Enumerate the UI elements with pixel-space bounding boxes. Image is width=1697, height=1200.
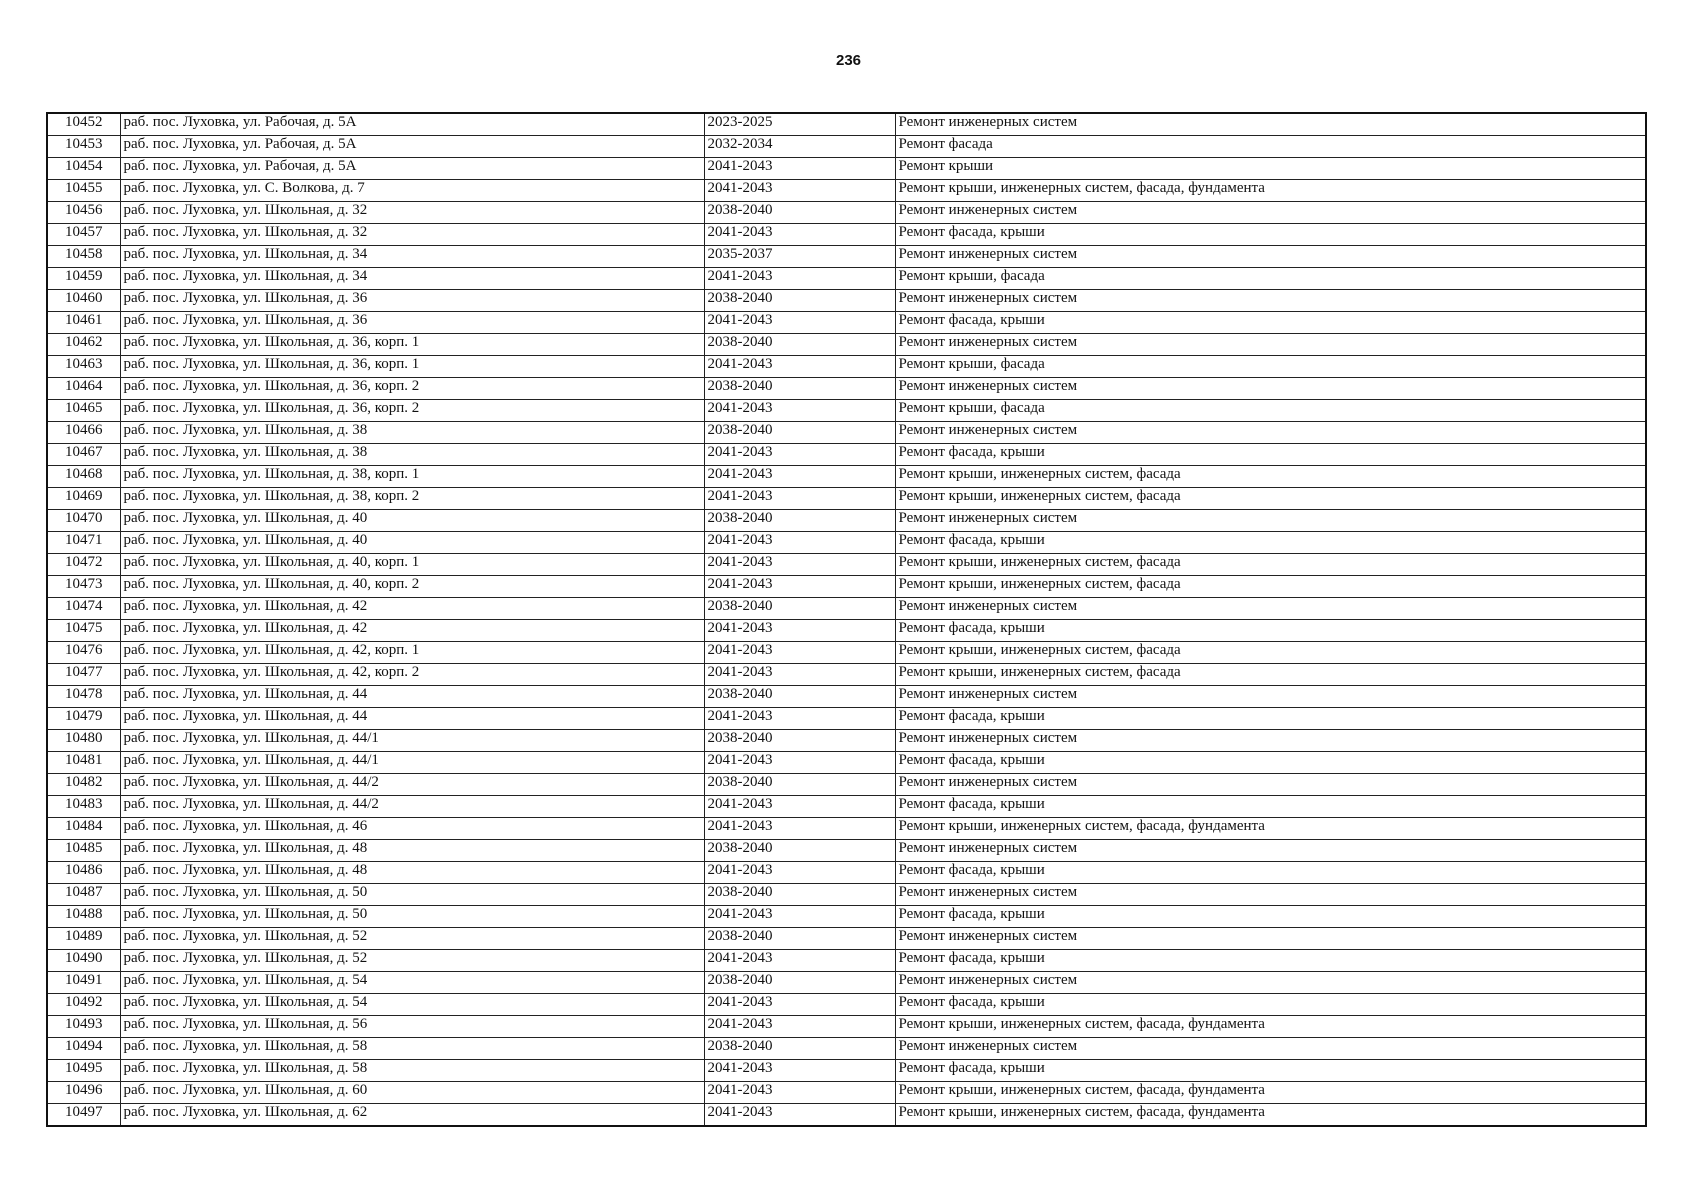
work-type-cell: Ремонт крыши, инженерных систем, фасада: [895, 576, 1646, 598]
page-number: 236: [835, 52, 862, 69]
period-cell: 2038-2040: [704, 422, 895, 444]
work-type-cell: Ремонт инженерных систем: [895, 840, 1646, 862]
period-cell: 2038-2040: [704, 290, 895, 312]
work-type-cell: Ремонт инженерных систем: [895, 1038, 1646, 1060]
address-cell: раб. пос. Луховка, ул. Школьная, д. 36: [120, 312, 704, 334]
row-number-cell: 10465: [47, 400, 120, 422]
row-number-cell: 10476: [47, 642, 120, 664]
table-row: [47, 290, 1646, 312]
work-type-cell: Ремонт крыши, инженерных систем, фасада: [895, 554, 1646, 576]
row-number-cell: 10487: [47, 884, 120, 906]
table-row: [47, 334, 1646, 356]
period-cell: 2041-2043: [704, 268, 895, 290]
work-type-cell: Ремонт инженерных систем: [895, 290, 1646, 312]
row-number-cell: 10496: [47, 1082, 120, 1104]
period-cell: 2041-2043: [704, 1060, 895, 1082]
table-row: [47, 752, 1646, 774]
work-type-cell: Ремонт фасада, крыши: [895, 994, 1646, 1016]
period-cell: 2038-2040: [704, 928, 895, 950]
table-row: [47, 444, 1646, 466]
row-number-cell: 10457: [47, 224, 120, 246]
row-number-cell: 10458: [47, 246, 120, 268]
period-cell: 2041-2043: [704, 664, 895, 686]
address-cell: раб. пос. Луховка, ул. Рабочая, д. 5А: [120, 136, 704, 158]
period-cell: 2041-2043: [704, 532, 895, 554]
table-row: [47, 1104, 1646, 1127]
row-number-cell: 10484: [47, 818, 120, 840]
row-number-cell: 10452: [47, 113, 120, 136]
table-row: [47, 906, 1646, 928]
address-cell: раб. пос. Луховка, ул. Рабочая, д. 5А: [120, 113, 704, 136]
work-type-cell: Ремонт крыши, инженерных систем, фасада, фундамента: [895, 180, 1646, 202]
row-number-cell: 10460: [47, 290, 120, 312]
table-row: [47, 1038, 1646, 1060]
row-number-cell: 10456: [47, 202, 120, 224]
table-row: [47, 950, 1646, 972]
address-cell: раб. пос. Луховка, ул. Школьная, д. 44/1: [120, 752, 704, 774]
row-number-cell: 10490: [47, 950, 120, 972]
work-type-cell: Ремонт крыши, инженерных систем, фасада: [895, 488, 1646, 510]
row-number-cell: 10453: [47, 136, 120, 158]
period-cell: 2041-2043: [704, 554, 895, 576]
table-row: [47, 774, 1646, 796]
work-type-cell: Ремонт инженерных систем: [895, 884, 1646, 906]
period-cell: 2041-2043: [704, 312, 895, 334]
period-cell: 2038-2040: [704, 202, 895, 224]
table-row: [47, 466, 1646, 488]
period-cell: 2041-2043: [704, 796, 895, 818]
row-number-cell: 10494: [47, 1038, 120, 1060]
address-cell: раб. пос. Луховка, ул. Школьная, д. 44/1: [120, 730, 704, 752]
work-type-cell: Ремонт инженерных систем: [895, 113, 1646, 136]
address-cell: раб. пос. Луховка, ул. Школьная, д. 50: [120, 884, 704, 906]
row-number-cell: 10493: [47, 1016, 120, 1038]
work-type-cell: Ремонт крыши, инженерных систем, фасада, фундамента: [895, 1016, 1646, 1038]
table-row: [47, 1016, 1646, 1038]
work-type-cell: Ремонт инженерных систем: [895, 246, 1646, 268]
row-number-cell: 10482: [47, 774, 120, 796]
address-cell: раб. пос. Луховка, ул. Школьная, д. 44/2: [120, 796, 704, 818]
table-row: [47, 620, 1646, 642]
work-type-cell: Ремонт фасада, крыши: [895, 532, 1646, 554]
row-number-cell: 10464: [47, 378, 120, 400]
period-cell: 2041-2043: [704, 708, 895, 730]
address-cell: раб. пос. Луховка, ул. Школьная, д. 46: [120, 818, 704, 840]
row-number-cell: 10497: [47, 1104, 120, 1127]
row-number-cell: 10486: [47, 862, 120, 884]
work-type-cell: Ремонт фасада: [895, 136, 1646, 158]
table-row: [47, 224, 1646, 246]
row-number-cell: 10471: [47, 532, 120, 554]
work-type-cell: Ремонт крыши, инженерных систем, фасада: [895, 642, 1646, 664]
table-row: [47, 510, 1646, 532]
work-type-cell: Ремонт фасада, крыши: [895, 752, 1646, 774]
period-cell: 2038-2040: [704, 730, 895, 752]
work-type-cell: Ремонт крыши, инженерных систем, фасада, фундамента: [895, 818, 1646, 840]
period-cell: 2041-2043: [704, 158, 895, 180]
table-row: [47, 642, 1646, 664]
table-row: [47, 972, 1646, 994]
period-cell: 2035-2037: [704, 246, 895, 268]
row-number-cell: 10459: [47, 268, 120, 290]
work-type-cell: Ремонт инженерных систем: [895, 928, 1646, 950]
row-number-cell: 10488: [47, 906, 120, 928]
period-cell: 2038-2040: [704, 972, 895, 994]
work-type-cell: Ремонт крыши, инженерных систем, фасада, фундамента: [895, 1082, 1646, 1104]
row-number-cell: 10475: [47, 620, 120, 642]
address-cell: раб. пос. Луховка, ул. Школьная, д. 42: [120, 620, 704, 642]
row-number-cell: 10483: [47, 796, 120, 818]
work-type-cell: Ремонт крыши, фасада: [895, 356, 1646, 378]
address-cell: раб. пос. Луховка, ул. Школьная, д. 34: [120, 246, 704, 268]
row-number-cell: 10454: [47, 158, 120, 180]
row-number-cell: 10477: [47, 664, 120, 686]
row-number-cell: 10478: [47, 686, 120, 708]
row-number-cell: 10472: [47, 554, 120, 576]
address-cell: раб. пос. Луховка, ул. Школьная, д. 44/2: [120, 774, 704, 796]
work-type-cell: Ремонт фасада, крыши: [895, 796, 1646, 818]
row-number-cell: 10461: [47, 312, 120, 334]
table-row: [47, 113, 1646, 136]
work-type-cell: Ремонт крыши, инженерных систем, фасада: [895, 664, 1646, 686]
address-cell: раб. пос. Луховка, ул. Школьная, д. 42, корп. 1: [120, 642, 704, 664]
period-cell: 2041-2043: [704, 642, 895, 664]
address-cell: раб. пос. Луховка, ул. Школьная, д. 38, корп. 2: [120, 488, 704, 510]
period-cell: 2041-2043: [704, 1016, 895, 1038]
period-cell: 2041-2043: [704, 1104, 895, 1127]
row-number-cell: 10479: [47, 708, 120, 730]
address-cell: раб. пос. Луховка, ул. Школьная, д. 36, корп. 1: [120, 334, 704, 356]
table-row: [47, 796, 1646, 818]
address-cell: раб. пос. Луховка, ул. Школьная, д. 58: [120, 1060, 704, 1082]
address-cell: раб. пос. Луховка, ул. Школьная, д. 34: [120, 268, 704, 290]
address-cell: раб. пос. Луховка, ул. Школьная, д. 60: [120, 1082, 704, 1104]
address-cell: раб. пос. Луховка, ул. Школьная, д. 36: [120, 290, 704, 312]
table-row: [47, 818, 1646, 840]
address-cell: раб. пос. Луховка, ул. Школьная, д. 40, корп. 1: [120, 554, 704, 576]
table-row: [47, 488, 1646, 510]
period-cell: 2041-2043: [704, 356, 895, 378]
row-number-cell: 10455: [47, 180, 120, 202]
table-row: [47, 532, 1646, 554]
address-cell: раб. пос. Луховка, ул. Школьная, д. 36, корп. 2: [120, 378, 704, 400]
address-cell: раб. пос. Луховка, ул. Школьная, д. 48: [120, 840, 704, 862]
work-type-cell: Ремонт фасада, крыши: [895, 444, 1646, 466]
table-row: [47, 576, 1646, 598]
address-cell: раб. пос. Луховка, ул. Школьная, д. 32: [120, 202, 704, 224]
period-cell: 2038-2040: [704, 1038, 895, 1060]
work-type-cell: Ремонт инженерных систем: [895, 510, 1646, 532]
work-type-cell: Ремонт фасада, крыши: [895, 906, 1646, 928]
row-number-cell: 10462: [47, 334, 120, 356]
address-cell: раб. пос. Луховка, ул. Школьная, д. 54: [120, 994, 704, 1016]
period-cell: 2041-2043: [704, 994, 895, 1016]
row-number-cell: 10489: [47, 928, 120, 950]
row-number-cell: 10470: [47, 510, 120, 532]
table-row: [47, 422, 1646, 444]
row-number-cell: 10467: [47, 444, 120, 466]
address-cell: раб. пос. Луховка, ул. Школьная, д. 40: [120, 532, 704, 554]
period-cell: 2038-2040: [704, 510, 895, 532]
work-type-cell: Ремонт фасада, крыши: [895, 620, 1646, 642]
row-number-cell: 10495: [47, 1060, 120, 1082]
period-cell: 2041-2043: [704, 818, 895, 840]
address-cell: раб. пос. Луховка, ул. Школьная, д. 52: [120, 950, 704, 972]
work-type-cell: Ремонт фасада, крыши: [895, 950, 1646, 972]
work-type-cell: Ремонт инженерных систем: [895, 686, 1646, 708]
address-cell: раб. пос. Луховка, ул. Школьная, д. 42: [120, 598, 704, 620]
work-type-cell: Ремонт инженерных систем: [895, 774, 1646, 796]
address-cell: раб. пос. Луховка, ул. Школьная, д. 40, корп. 2: [120, 576, 704, 598]
work-type-cell: Ремонт крыши: [895, 158, 1646, 180]
work-type-cell: Ремонт инженерных систем: [895, 422, 1646, 444]
address-cell: раб. пос. Луховка, ул. Рабочая, д. 5А: [120, 158, 704, 180]
table-row: [47, 180, 1646, 202]
period-cell: 2041-2043: [704, 180, 895, 202]
address-cell: раб. пос. Луховка, ул. Школьная, д. 44: [120, 708, 704, 730]
table-row: [47, 1060, 1646, 1082]
table-row: [47, 356, 1646, 378]
work-type-cell: Ремонт инженерных систем: [895, 378, 1646, 400]
period-cell: 2041-2043: [704, 466, 895, 488]
address-cell: раб. пос. Луховка, ул. Школьная, д. 36, корп. 2: [120, 400, 704, 422]
row-number-cell: 10485: [47, 840, 120, 862]
work-type-cell: Ремонт крыши, инженерных систем, фасада, фундамента: [895, 1104, 1646, 1127]
period-cell: 2023-2025: [704, 113, 895, 136]
address-cell: раб. пос. Луховка, ул. Школьная, д. 52: [120, 928, 704, 950]
table-row: [47, 730, 1646, 752]
work-type-cell: Ремонт фасада, крыши: [895, 862, 1646, 884]
address-cell: раб. пос. Луховка, ул. Школьная, д. 44: [120, 686, 704, 708]
table-row: [47, 158, 1646, 180]
period-cell: 2041-2043: [704, 906, 895, 928]
period-cell: 2038-2040: [704, 686, 895, 708]
address-cell: раб. пос. Луховка, ул. Школьная, д. 42, корп. 2: [120, 664, 704, 686]
work-type-cell: Ремонт инженерных систем: [895, 202, 1646, 224]
row-number-cell: 10480: [47, 730, 120, 752]
period-cell: 2041-2043: [704, 576, 895, 598]
row-number-cell: 10481: [47, 752, 120, 774]
work-type-cell: Ремонт фасада, крыши: [895, 312, 1646, 334]
table-body: [47, 113, 1646, 1126]
table-row: [47, 202, 1646, 224]
table-row: [47, 862, 1646, 884]
address-cell: раб. пос. Луховка, ул. Школьная, д. 48: [120, 862, 704, 884]
period-cell: 2041-2043: [704, 444, 895, 466]
work-type-cell: Ремонт фасада, крыши: [895, 1060, 1646, 1082]
table-row: [47, 1082, 1646, 1104]
table-row: [47, 884, 1646, 906]
row-number-cell: 10474: [47, 598, 120, 620]
table-row: [47, 840, 1646, 862]
address-cell: раб. пос. Луховка, ул. Школьная, д. 54: [120, 972, 704, 994]
work-type-cell: Ремонт фасада, крыши: [895, 708, 1646, 730]
address-cell: раб. пос. Луховка, ул. Школьная, д. 62: [120, 1104, 704, 1127]
table-row: [47, 554, 1646, 576]
work-type-cell: Ремонт крыши, фасада: [895, 400, 1646, 422]
period-cell: 2038-2040: [704, 598, 895, 620]
work-type-cell: Ремонт инженерных систем: [895, 972, 1646, 994]
address-cell: раб. пос. Луховка, ул. Школьная, д. 38: [120, 422, 704, 444]
table-row: [47, 378, 1646, 400]
work-type-cell: Ремонт инженерных систем: [895, 730, 1646, 752]
table-row: [47, 994, 1646, 1016]
table-row: [47, 268, 1646, 290]
row-number-cell: 10491: [47, 972, 120, 994]
work-type-cell: Ремонт крыши, инженерных систем, фасада: [895, 466, 1646, 488]
period-cell: 2041-2043: [704, 400, 895, 422]
work-type-cell: Ремонт крыши, фасада: [895, 268, 1646, 290]
address-cell: раб. пос. Луховка, ул. Школьная, д. 56: [120, 1016, 704, 1038]
work-type-cell: Ремонт фасада, крыши: [895, 224, 1646, 246]
address-cell: раб. пос. Луховка, ул. Школьная, д. 40: [120, 510, 704, 532]
period-cell: 2041-2043: [704, 620, 895, 642]
period-cell: 2038-2040: [704, 774, 895, 796]
row-number-cell: 10492: [47, 994, 120, 1016]
address-cell: раб. пос. Луховка, ул. Школьная, д. 38: [120, 444, 704, 466]
work-type-cell: Ремонт инженерных систем: [895, 598, 1646, 620]
period-cell: 2038-2040: [704, 378, 895, 400]
table-row: [47, 136, 1646, 158]
row-number-cell: 10469: [47, 488, 120, 510]
period-cell: 2038-2040: [704, 840, 895, 862]
period-cell: 2041-2043: [704, 224, 895, 246]
address-cell: раб. пос. Луховка, ул. Школьная, д. 58: [120, 1038, 704, 1060]
period-cell: 2041-2043: [704, 488, 895, 510]
address-cell: раб. пос. Луховка, ул. Школьная, д. 50: [120, 906, 704, 928]
row-number-cell: 10468: [47, 466, 120, 488]
period-cell: 2038-2040: [704, 884, 895, 906]
row-number-cell: 10473: [47, 576, 120, 598]
table-row: [47, 686, 1646, 708]
table-row: [47, 664, 1646, 686]
period-cell: 2038-2040: [704, 334, 895, 356]
address-cell: раб. пос. Луховка, ул. Школьная, д. 38, корп. 1: [120, 466, 704, 488]
table-row: [47, 708, 1646, 730]
work-type-cell: Ремонт инженерных систем: [895, 334, 1646, 356]
table-row: [47, 928, 1646, 950]
row-number-cell: 10466: [47, 422, 120, 444]
table-row: [47, 400, 1646, 422]
period-cell: 2041-2043: [704, 752, 895, 774]
period-cell: 2032-2034: [704, 136, 895, 158]
address-cell: раб. пос. Луховка, ул. Школьная, д. 32: [120, 224, 704, 246]
repair-schedule-table: [46, 112, 1647, 1127]
row-number-cell: 10463: [47, 356, 120, 378]
table-row: [47, 598, 1646, 620]
table-row: [47, 312, 1646, 334]
address-cell: раб. пос. Луховка, ул. С. Волкова, д. 7: [120, 180, 704, 202]
period-cell: 2041-2043: [704, 862, 895, 884]
address-cell: раб. пос. Луховка, ул. Школьная, д. 36, корп. 1: [120, 356, 704, 378]
period-cell: 2041-2043: [704, 950, 895, 972]
period-cell: 2041-2043: [704, 1082, 895, 1104]
table-row: [47, 246, 1646, 268]
